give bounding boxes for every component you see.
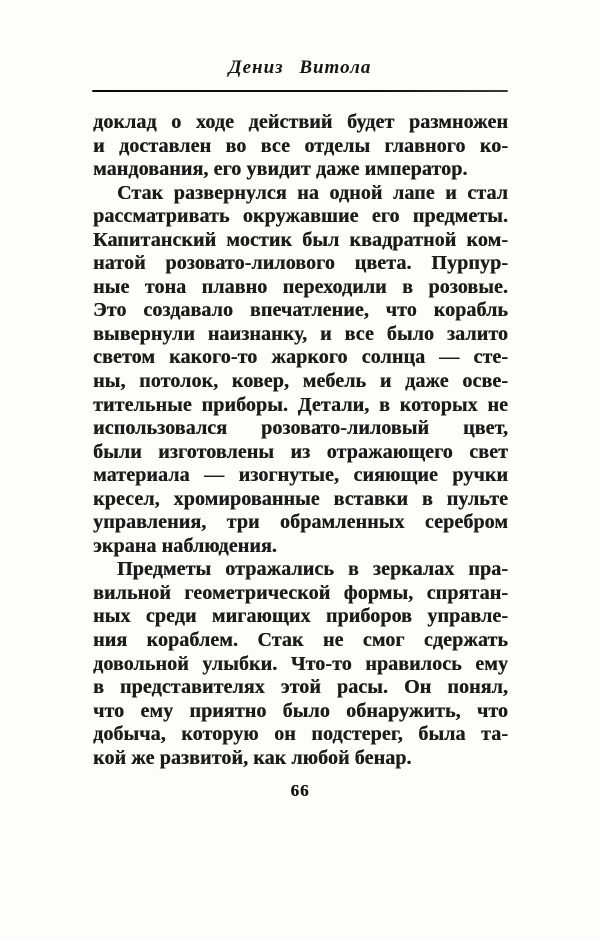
- text-line: доклад о ходе действий будет размножен: [93, 111, 508, 133]
- text-line: рассматривать окружавшие его предметы.: [93, 205, 508, 228]
- text-line: Стак развернулся на одной лапе и стал: [117, 181, 508, 204]
- page-body: [93, 111, 508, 770]
- text-line: были изготовлены из отражающего свет: [93, 440, 508, 463]
- text-line: кой же развитой, как любой бенар.: [93, 746, 412, 769]
- text-line: кресел, хромированные вставки в пульте: [93, 487, 508, 510]
- header-rule: [92, 90, 508, 92]
- text-line: управления, три обрамленных серебром: [93, 511, 508, 534]
- text-line: ных среди мигающих приборов управле-: [93, 605, 508, 628]
- text-line: Это создавало впечатление, что корабль: [93, 299, 508, 322]
- text-line: довольной улыбки. Что-то нравилось ему: [93, 652, 508, 675]
- text-line: Капитанский мостик был квадратной ком-: [93, 228, 508, 251]
- text-line: вывернули наизнанку, и все было залито: [93, 322, 508, 345]
- text-line: использовался розовато-лиловый цвет,: [93, 417, 508, 440]
- text-line: мандования, его увидит даже император.: [93, 158, 468, 181]
- text-line: в представителях этой расы. Он понял,: [93, 676, 508, 699]
- page-number: 66: [290, 781, 310, 800]
- text-line: и доставлен во все отделы главного ко-: [93, 134, 508, 157]
- text-line: ны, потолок, ковер, мебель и даже осве-: [93, 370, 508, 393]
- text-line: ния кораблем. Стак не смог сдержать: [93, 629, 508, 652]
- author-name: Дениз Витола: [228, 57, 372, 78]
- text-line: светом какого-то жаркого солнца — сте-: [93, 346, 508, 369]
- text-line: натой розовато-лилового цвета. Пурпур-: [93, 252, 508, 275]
- text-line: тительные приборы. Детали, в которых не: [93, 393, 508, 416]
- text-line: экрана наблюдения.: [93, 534, 277, 557]
- text-line: Предметы отражались в зеркалах пра-: [117, 558, 508, 581]
- text-line: ные тона плавно переходили в розовые.: [93, 275, 508, 298]
- text-line: добыча, которую он подстерег, была та-: [93, 723, 508, 746]
- running-header: [0, 57, 600, 79]
- text-line: вильной геометрической формы, спрятан-: [93, 581, 508, 604]
- text-line: что ему приятно было обнаружить, что: [93, 699, 508, 722]
- text-line: материала — изогнутые, сияющие ручки: [93, 464, 508, 487]
